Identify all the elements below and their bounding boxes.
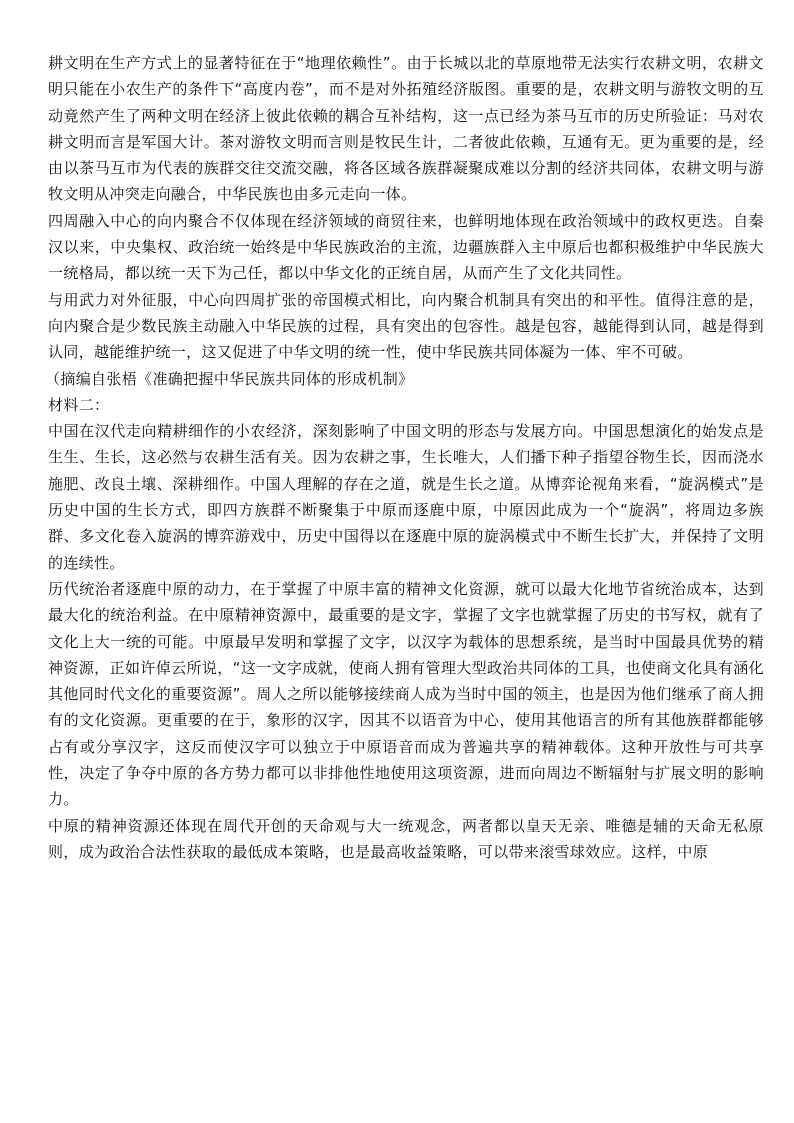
paragraph: 历代统治者逐鹿中原的动力，在于掌握了中原丰富的精神文化资源，就可以最大化地节省统治成本，达到最大化的统治利益。在中原精神资源中，最重要的是文字，掌握了文字也就掌握了历史的书写权，就有了文化上大一统的可能。中原最早发明和掌握了文字，以汉字为载体的思想系统，是当时中国最具优势的精神资源，正如许倬云所说，“这一文字成就，使商人拥有管理大型政治共同体的工具，也使商文化具有涵化其他同时代文化的重要资源”。周人之所以能够接续商人成为当时中国的领主，也是因为他们继承了商人拥有的文化资源。更重要的在于，象形的汉字，因其不以语音为中心，使用其他语言的所有其他族群都能够占有或分享汉字，这反而使汉字可以独立于中原语音而成为普遍共享的精神载体。这种开放性与可共享性，决定了争夺中原的各方势力都可以非排他性地使用这项资源，进而向周边不断辐射与扩展文明的影响力。 [48,579,764,809]
paragraph: 中原的精神资源还体现在周代开创的天命观与大一统观念，两者都以皇天无亲、唯德是辅的天命无私原则，成为政治合法性获取的最低成本策略，也是最高收益策略，可以带来滚雪球效应。这样，中原 [48,816,764,861]
paragraph: 耕文明在生产方式上的显著特征在于“地理依赖性”。由于长城以北的草原地带无法实行农耕文明，农耕文明只能在小农生产的条件下“高度内卷”，而不是对外拓殖经济版图。重要的是，农耕文明与游牧文明的互动竟然产生了两种文明在经济上彼此依赖的耦合互补结构，这一点已经为茶马互市的历史所验证：马对农耕文明而言是军国大计。茶对游牧文明而言则是牧民生计，二者彼此依赖，互通有无。更为重要的是，经由以茶马互市为代表的族群交往交流交融，将各区域各族群凝聚成难以分割的经济共同体，农耕文明与游牧文明从冲突走向融合，中华民族也由多元走向一体。 [48,54,764,204]
source-citation: （摘编自张梧《准确把握中华民族共同体的形成机制》 [45,369,414,388]
paragraph: 中国在汉代走向精耕细作的小农经济，深刻影响了中国文明的形态与发展方向。中国思想演化的始发点是生生、生长，这必然与农耕生活有关。因为农耕之事，生长唯大，人们播下种子指望谷物生长，因而浇水施肥、改良土壤、深耕细作。中国人理解的存在之道，就是生长之道。从博弈论视角来看，“旋涡模式”是历史中国的生长方式，即四方族群不断聚集于中原而逐鹿中原，中原因此成为一个“旋涡”，将周边多族群、多文化卷入旋涡的博弈游戏中，历史中国得以在逐鹿中原的旋涡模式中不断生长扩大，并保持了文明的连续性。 [48,422,764,572]
paragraph: 与用武力对外征服，中心向四周扩张的帝国模式相比，向内聚合机制具有突出的和平性。值得注意的是，向内聚合是少数民族主动融入中华民族的过程，具有突出的包容性。越是包容，越能得到认同，越是得到认同，越能维护统一，这又促进了中华文明的统一性，使中华民族共同体凝为一体、牢不可破。 [48,290,764,362]
document-page [45,50,764,865]
paragraph: 四周融入中心的向内聚合不仅体现在经济领域的商贸往来，也鲜明地体现在政治领域中的政权更迭。自秦汉以来，中央集权、政治统一始终是中华民族政治的主流，边疆族群入主中原后也都积极维护中华民族大一统格局，都以统一天下为己任，都以中华文化的正统自居，从而产生了文化共同性。 [48,211,764,283]
section-heading: 材料二： [48,395,110,414]
